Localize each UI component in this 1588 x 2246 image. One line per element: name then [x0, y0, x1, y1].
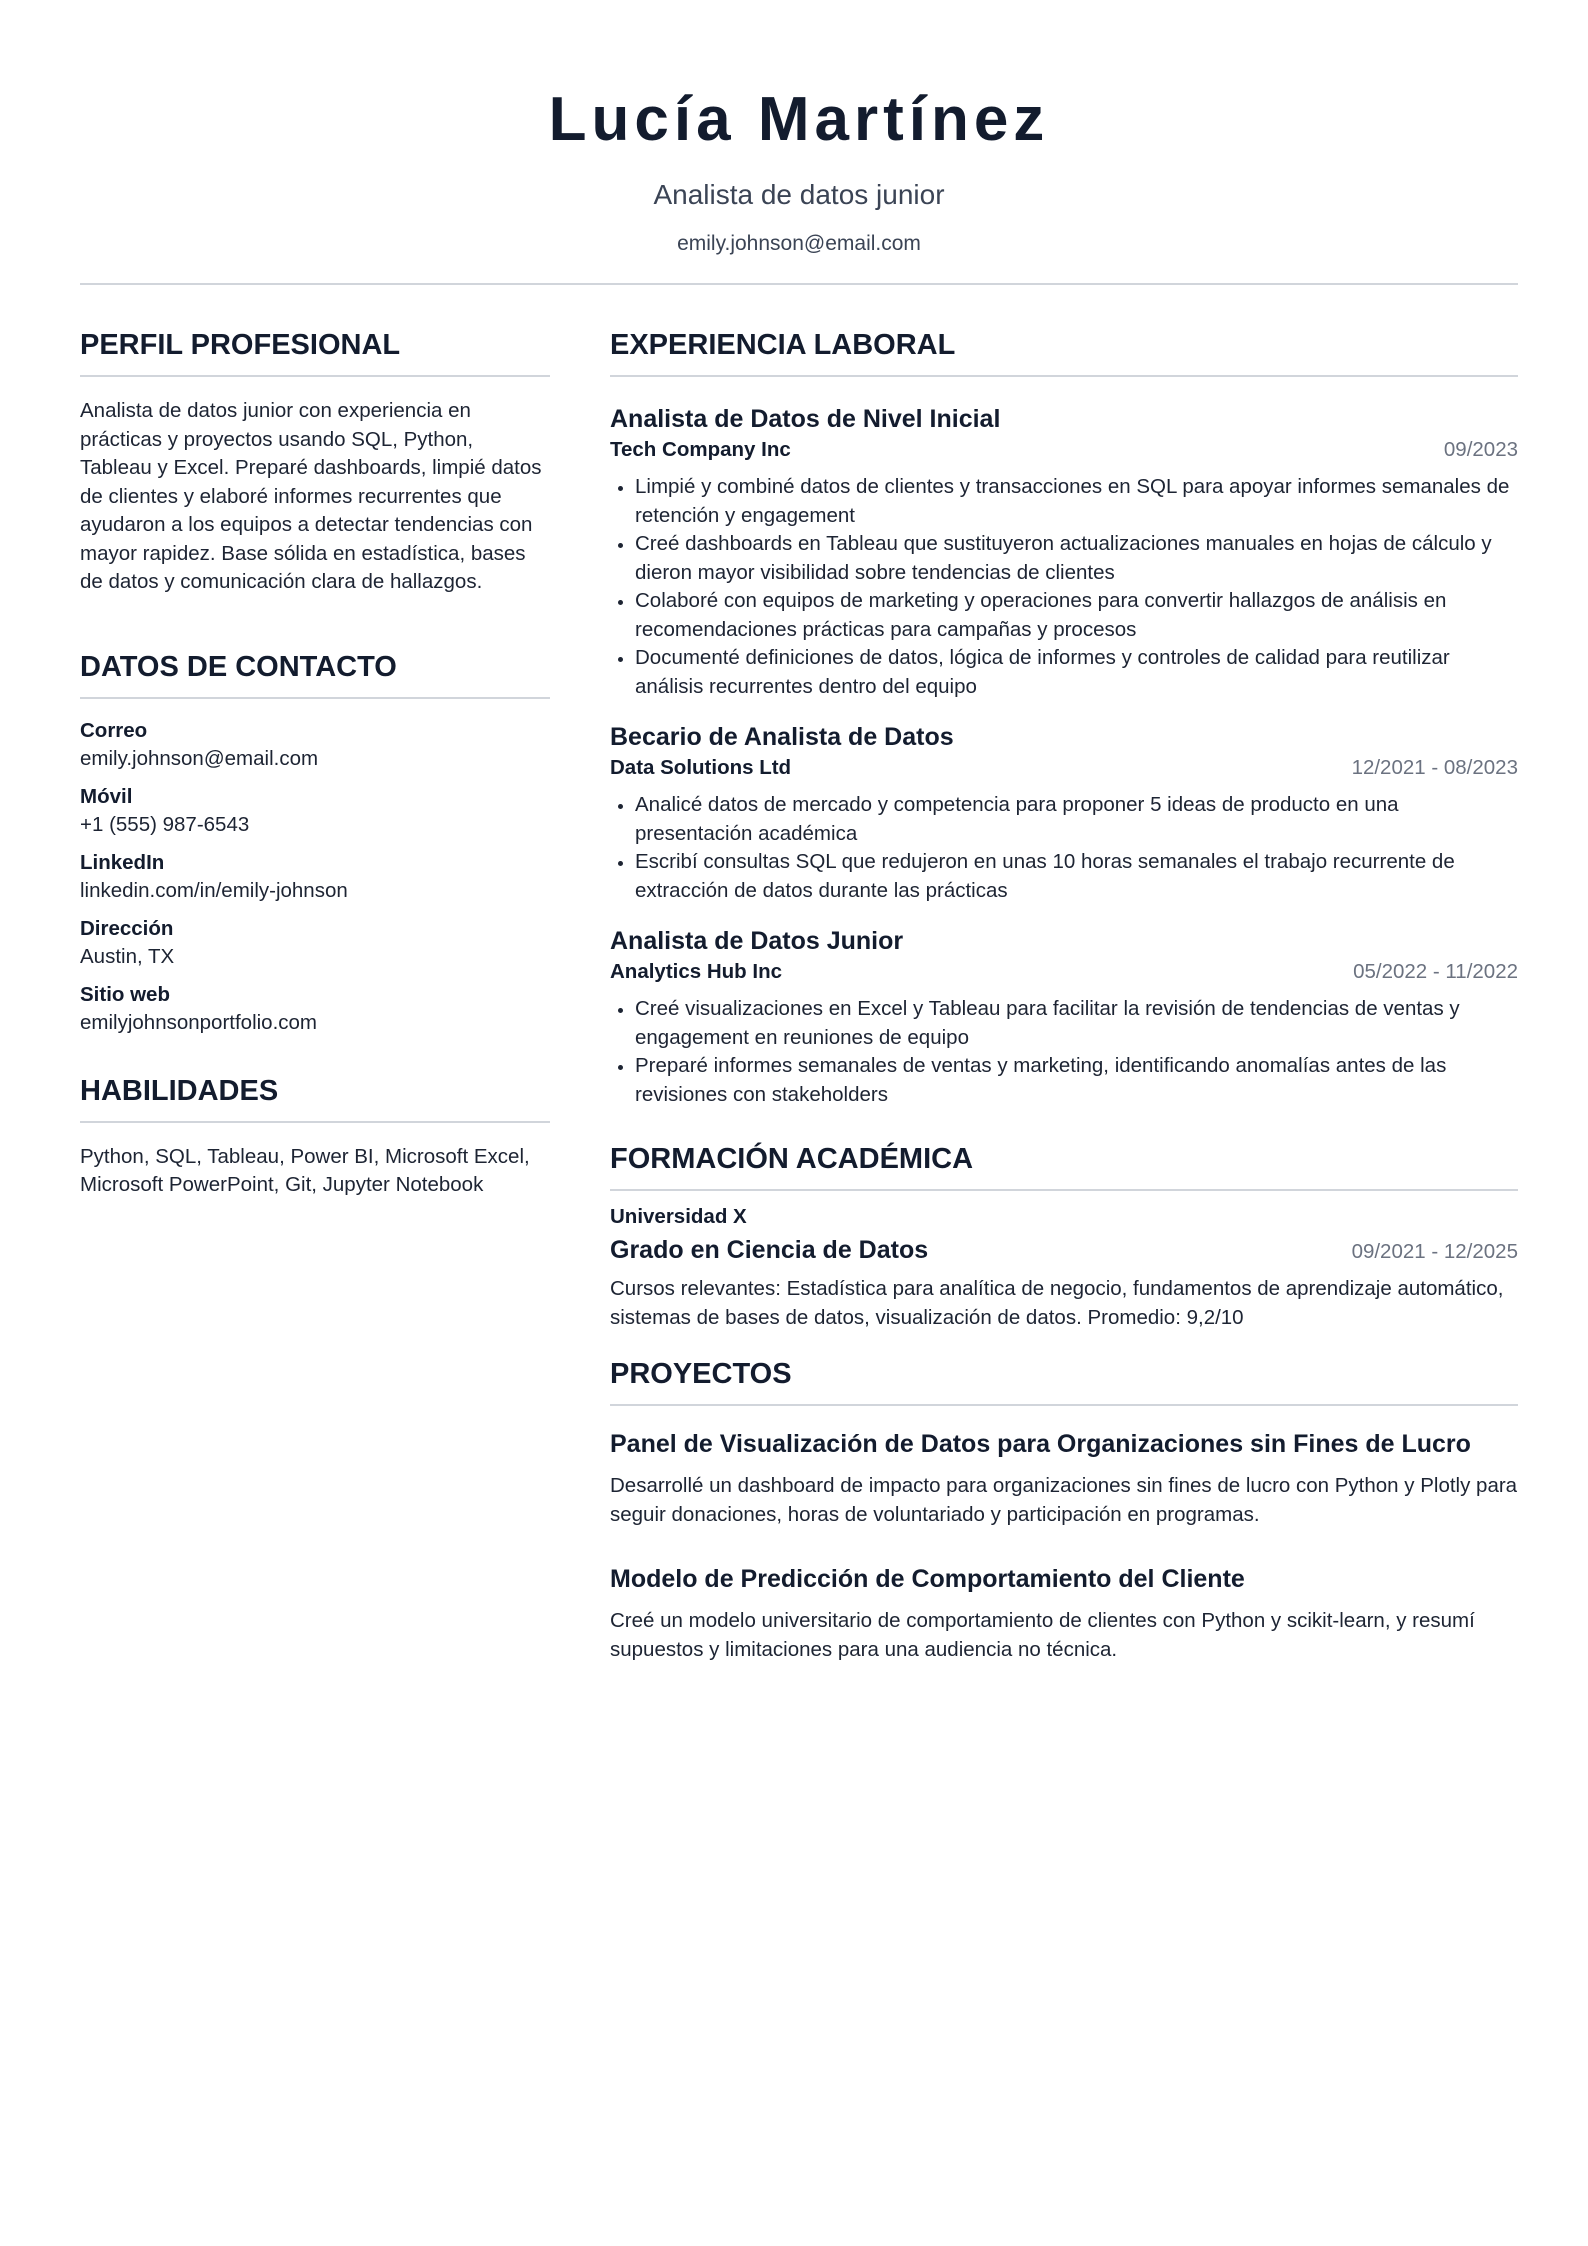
contact-label: Correo [80, 718, 148, 742]
job-bullet: Creé dashboards en Tableau que sustituyeron actualizaciones manuales en hojas de cálculo y dieron mayor visibilidad sobre tendencias de clientes [610, 530, 1518, 587]
job-bullet: Limpié y combiné datos de clientes y transacciones en SQL para apoyar informes semanales de retención y engagement [610, 473, 1518, 530]
job-entry [610, 925, 1518, 1109]
resume-page [80, 0, 1518, 1661]
profile-heading: PERFIL PROFESIONAL [80, 325, 550, 377]
contact-section [80, 647, 550, 1037]
project-description: Desarrollé un dashboard de impacto para organizaciones sin fines de lucro con Python y Plotly para seguir donaciones, horas de voluntariado y participación en programas. [610, 1474, 1518, 1526]
profile-section [80, 325, 550, 597]
contact-label: Sitio web [80, 982, 170, 1006]
job-title: Becario de Analista de Datos [610, 723, 954, 751]
job-entry [610, 721, 1518, 905]
contact-item-linkedin [80, 849, 550, 905]
project-description: Creé un modelo universitario de comportamiento de clientes con Python y scikit-learn, y resumí supuestos y limitaciones para una audiencia no técnica. [610, 1609, 1475, 1661]
project-title: Modelo de Predicción de Comportamiento del Cliente [610, 1565, 1245, 1593]
contact-value: emilyjohnsonportfolio.com [80, 1010, 318, 1034]
job-title: Analista de Datos Junior [610, 927, 904, 955]
education-heading: FORMACIÓN ACADÉMICA [610, 1139, 1518, 1191]
contact-label: LinkedIn [80, 850, 165, 874]
candidate-name: Lucía Martínez [548, 85, 1050, 154]
education-school: Universidad X [610, 1205, 747, 1228]
skills-section [80, 1071, 550, 1200]
resume-header [80, 0, 1518, 258]
contact-value: linkedin.com/in/emily-johnson [80, 878, 348, 902]
projects-heading: PROYECTOS [610, 1354, 1518, 1406]
job-date: 05/2022 - 11/2022 [1353, 960, 1518, 983]
job-company: Tech Company Inc [610, 438, 791, 461]
experience-heading: EXPERIENCIA LABORAL [610, 325, 1518, 377]
job-date: 12/2021 - 08/2023 [1351, 756, 1518, 779]
header-divider [80, 283, 1518, 285]
job-bullet: Analicé datos de mercado y competencia para proponer 5 ideas de producto en una presentación académica [610, 791, 1518, 848]
project-entry [610, 1563, 1518, 1664]
contact-label: Móvil [80, 784, 133, 808]
job-company: Data Solutions Ltd [610, 756, 792, 779]
education-row [610, 1233, 1518, 1267]
candidate-title: Analista de datos junior [653, 179, 945, 210]
project-title: Panel de Visualización de Datos para Organizaciones sin Fines de Lucro [610, 1430, 1471, 1458]
contact-value: +1 (555) 987-6543 [80, 812, 250, 836]
job-bullet: Colaboré con equipos de marketing y operaciones para convertir hallazgos de análisis en recomendaciones prácticas para campañas y procesos [610, 587, 1518, 644]
job-bullets [610, 791, 1518, 905]
job-company: Analytics Hub Inc [610, 960, 783, 983]
job-meta [610, 753, 1518, 783]
education-degree: Grado en Ciencia de Datos [610, 1236, 929, 1264]
contact-item-mobile [80, 783, 550, 839]
header-email: emily.johnson@email.com [677, 232, 921, 255]
job-title: Analista de Datos de Nivel Inicial [610, 405, 1001, 433]
left-column [80, 325, 550, 1200]
contact-label: Dirección [80, 916, 174, 940]
contact-value: Austin, TX [80, 944, 175, 968]
job-meta [610, 435, 1518, 465]
job-bullet: Documenté definiciones de datos, lógica de informes y controles de calidad para reutilizar análisis recurrentes dentro del equipo [610, 644, 1518, 701]
projects-section [610, 1354, 1518, 1664]
job-meta [610, 957, 1518, 987]
skills-heading: HABILIDADES [80, 1071, 550, 1123]
skills-text: Python, SQL, Tableau, Power BI, Microsoft Excel, Microsoft PowerPoint, Git, Jupyter Notebook [80, 1144, 530, 1196]
job-bullets [610, 473, 1518, 701]
contact-heading: DATOS DE CONTACTO [80, 647, 550, 699]
job-entry [610, 403, 1518, 701]
education-section [610, 1139, 1518, 1332]
job-date: 09/2023 [1443, 438, 1518, 461]
right-column [610, 325, 1518, 1664]
project-entry [610, 1428, 1518, 1529]
contact-item-email [80, 717, 550, 773]
job-bullet: Preparé informes semanales de ventas y marketing, identificando anomalías antes de las revisiones con stakeholders [610, 1052, 1518, 1109]
contact-item-address [80, 915, 550, 971]
contact-list [80, 717, 550, 1037]
job-bullets [610, 995, 1518, 1109]
contact-value: emily.johnson@email.com [80, 746, 319, 770]
education-date: 09/2021 - 12/2025 [1351, 1240, 1518, 1263]
experience-section [610, 325, 1518, 1109]
education-description: Cursos relevantes: Estadística para analítica de negocio, fundamentos de aprendizaje automático, sistemas de bases de datos, visualización de datos. Promedio: 9,2/10 [610, 1277, 1504, 1329]
profile-text: Analista de datos junior con experiencia en prácticas y proyectos usando SQL, Python, Tableau y Excel. Preparé dashboards, limpié datos de clientes y elaboré informes recurrentes que ayudaron a los equipos a detectar tendencias con mayor rapidez. Base sólida en estadística, bases de datos y comunicación clara de hallazgos. [80, 399, 542, 593]
job-bullet: Creé visualizaciones en Excel y Tableau para facilitar la revisión de tendencias de ventas y engagement en reuniones de equipo [610, 995, 1518, 1052]
contact-item-website [80, 981, 550, 1037]
job-bullet: Escribí consultas SQL que redujeron en unas 10 horas semanales el trabajo recurrente de extracción de datos durante las prácticas [610, 848, 1518, 905]
